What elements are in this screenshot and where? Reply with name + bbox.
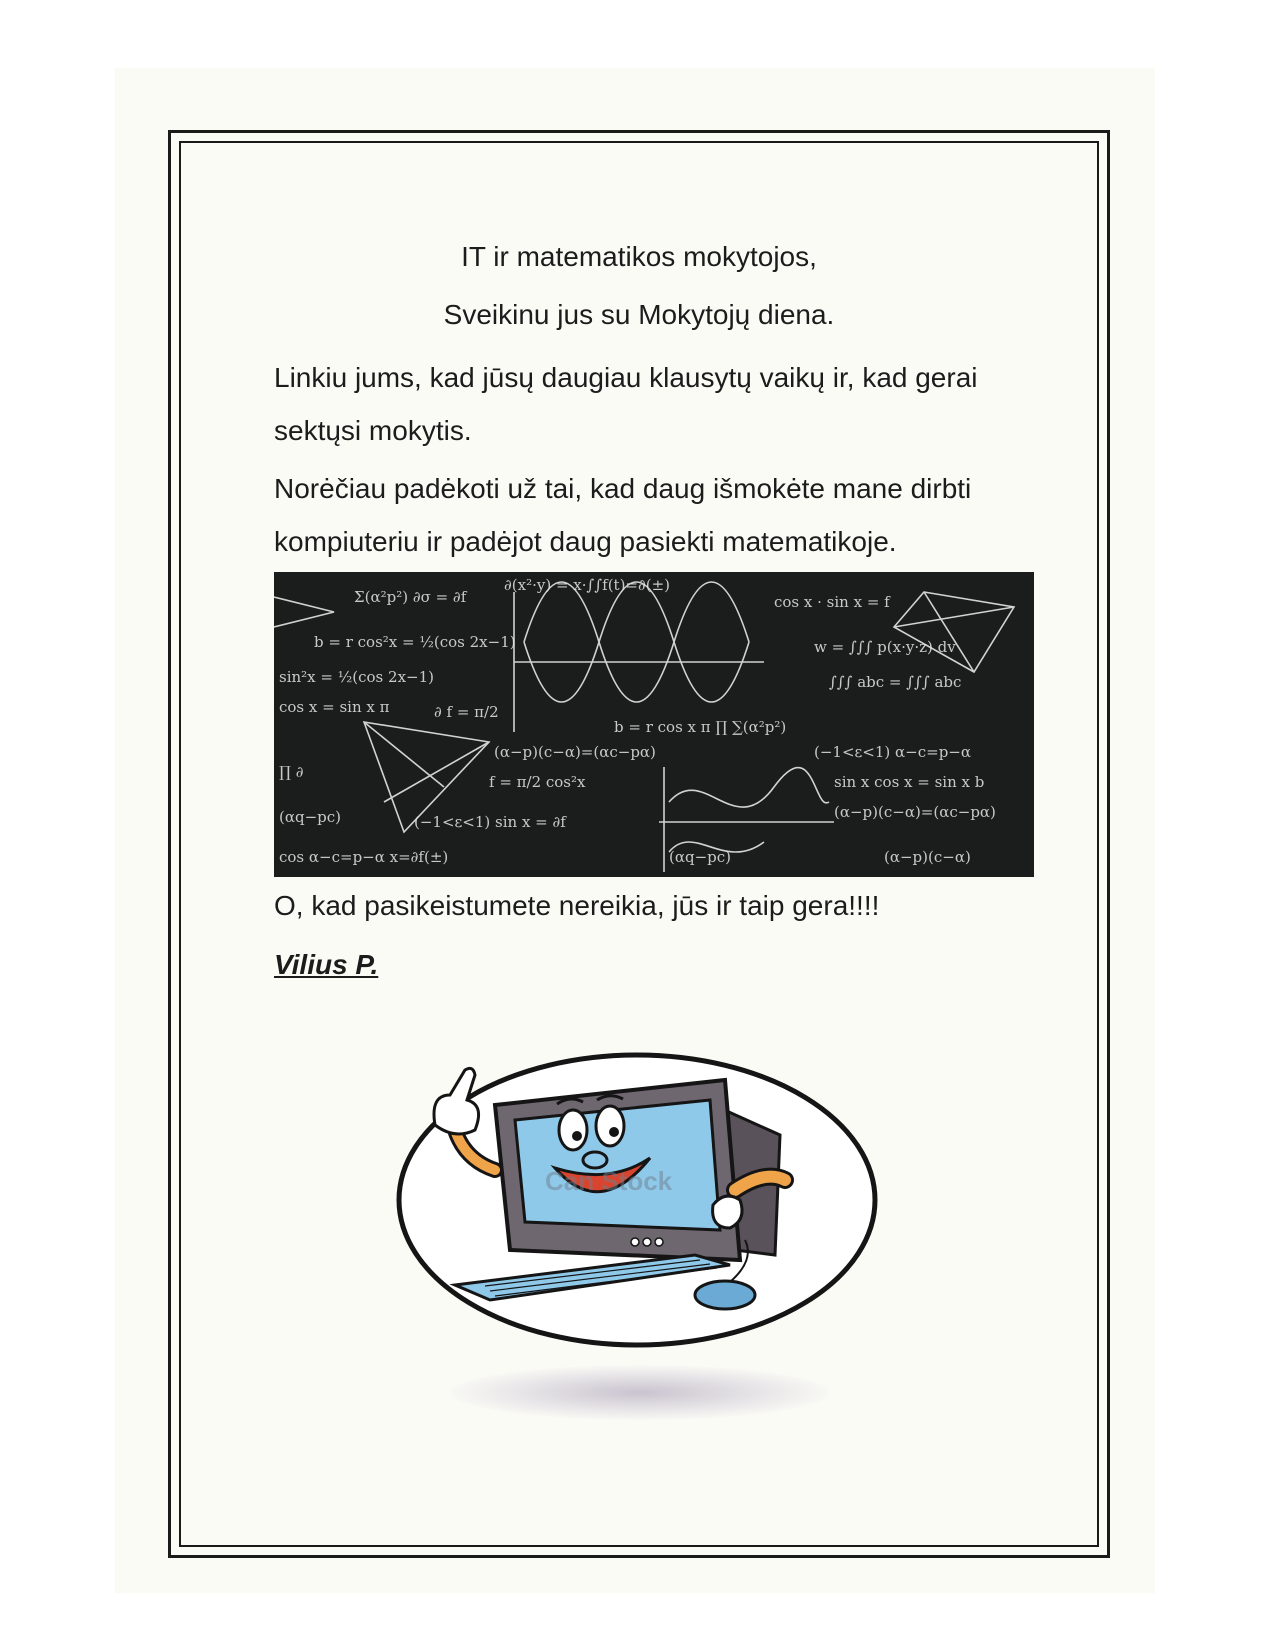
svg-text:(αq−pc): (αq−pc) bbox=[669, 848, 732, 866]
signature: Vilius P. bbox=[274, 949, 379, 980]
mascot-shadow bbox=[450, 1365, 830, 1420]
svg-text:∂(x²·y) = x·∫∫f(t)=∂(±): ∂(x²·y) = x·∫∫f(t)=∂(±) bbox=[504, 576, 671, 594]
svg-text:(−1<ε<1) sin x = ∂f: (−1<ε<1) sin x = ∂f bbox=[414, 813, 566, 831]
svg-text:(αq−pc): (αq−pc) bbox=[279, 808, 342, 826]
svg-text:b = r cos²x = ½(cos 2x−1): b = r cos²x = ½(cos 2x−1) bbox=[314, 633, 516, 651]
chalkboard-image bbox=[274, 572, 1034, 877]
svg-text:∏ ∂: ∏ ∂ bbox=[279, 763, 304, 781]
svg-text:(−1<ε<1) α−c=p−α: (−1<ε<1) α−c=p−α bbox=[814, 743, 972, 761]
svg-text:f = π/2 cos²x: f = π/2 cos²x bbox=[489, 773, 586, 791]
paragraph-2-line-2: kompiuteriu ir padėjot daug pasiekti matematikoje. bbox=[274, 526, 897, 557]
svg-text:(α−p)(c−α): (α−p)(c−α) bbox=[884, 848, 971, 866]
svg-text:cos x = sin x π: cos x = sin x π bbox=[279, 698, 390, 716]
svg-text:sin x cos x = sin x b: sin x cos x = sin x b bbox=[834, 773, 985, 791]
svg-text:w = ∫∫∫ p(x·y·z) dv: w = ∫∫∫ p(x·y·z) dv bbox=[814, 638, 956, 656]
svg-text:(α−p)(c−α)=(αc−pα): (α−p)(c−α)=(αc−pα) bbox=[494, 743, 656, 761]
svg-text:(α−p)(c−α)=(αc−pα): (α−p)(c−α)=(αc−pα) bbox=[834, 803, 996, 821]
computer-mascot-image bbox=[395, 1050, 880, 1355]
svg-text:b = r cos x π ∏ ∑(α²p²): b = r cos x π ∏ ∑(α²p²) bbox=[614, 718, 787, 736]
svg-text:∫∫∫ abc = ∫∫∫ abc: ∫∫∫ abc = ∫∫∫ abc bbox=[829, 673, 962, 691]
computer-mascot-graphic bbox=[395, 1050, 880, 1355]
svg-text:∂ f = π/2: ∂ f = π/2 bbox=[434, 703, 499, 721]
paragraph-2-line-1: Norėčiau padėkoti už tai, kad daug išmokėte mane dirbti bbox=[274, 473, 972, 504]
closing-line: O, kad pasikeistumete nereikia, jūs ir taip gera!!!! bbox=[274, 890, 880, 921]
paragraph-1-line-1: Linkiu jums, kad jūsų daugiau klausytų vaikų ir, kad gerai bbox=[274, 362, 978, 393]
greeting-line-1: IT ir matematikos mokytojos, bbox=[461, 241, 817, 272]
svg-text:Σ(α²p²) ∂σ = ∂f: Σ(α²p²) ∂σ = ∂f bbox=[354, 588, 467, 606]
svg-text:Can Stock: Can Stock bbox=[545, 1166, 673, 1196]
svg-text:cos x · sin x = f: cos x · sin x = f bbox=[774, 593, 890, 611]
greeting-line-2: Sveikinu jus su Mokytojų diena. bbox=[443, 299, 835, 330]
svg-text:cos α−c=p−α x=∂f(±): cos α−c=p−α x=∂f(±) bbox=[279, 848, 449, 866]
chalkboard-formulas-graphic bbox=[274, 572, 1034, 877]
paragraph-1-line-2: sektųsi mokytis. bbox=[274, 415, 472, 446]
svg-text:sin²x = ½(cos 2x−1): sin²x = ½(cos 2x−1) bbox=[279, 668, 434, 686]
